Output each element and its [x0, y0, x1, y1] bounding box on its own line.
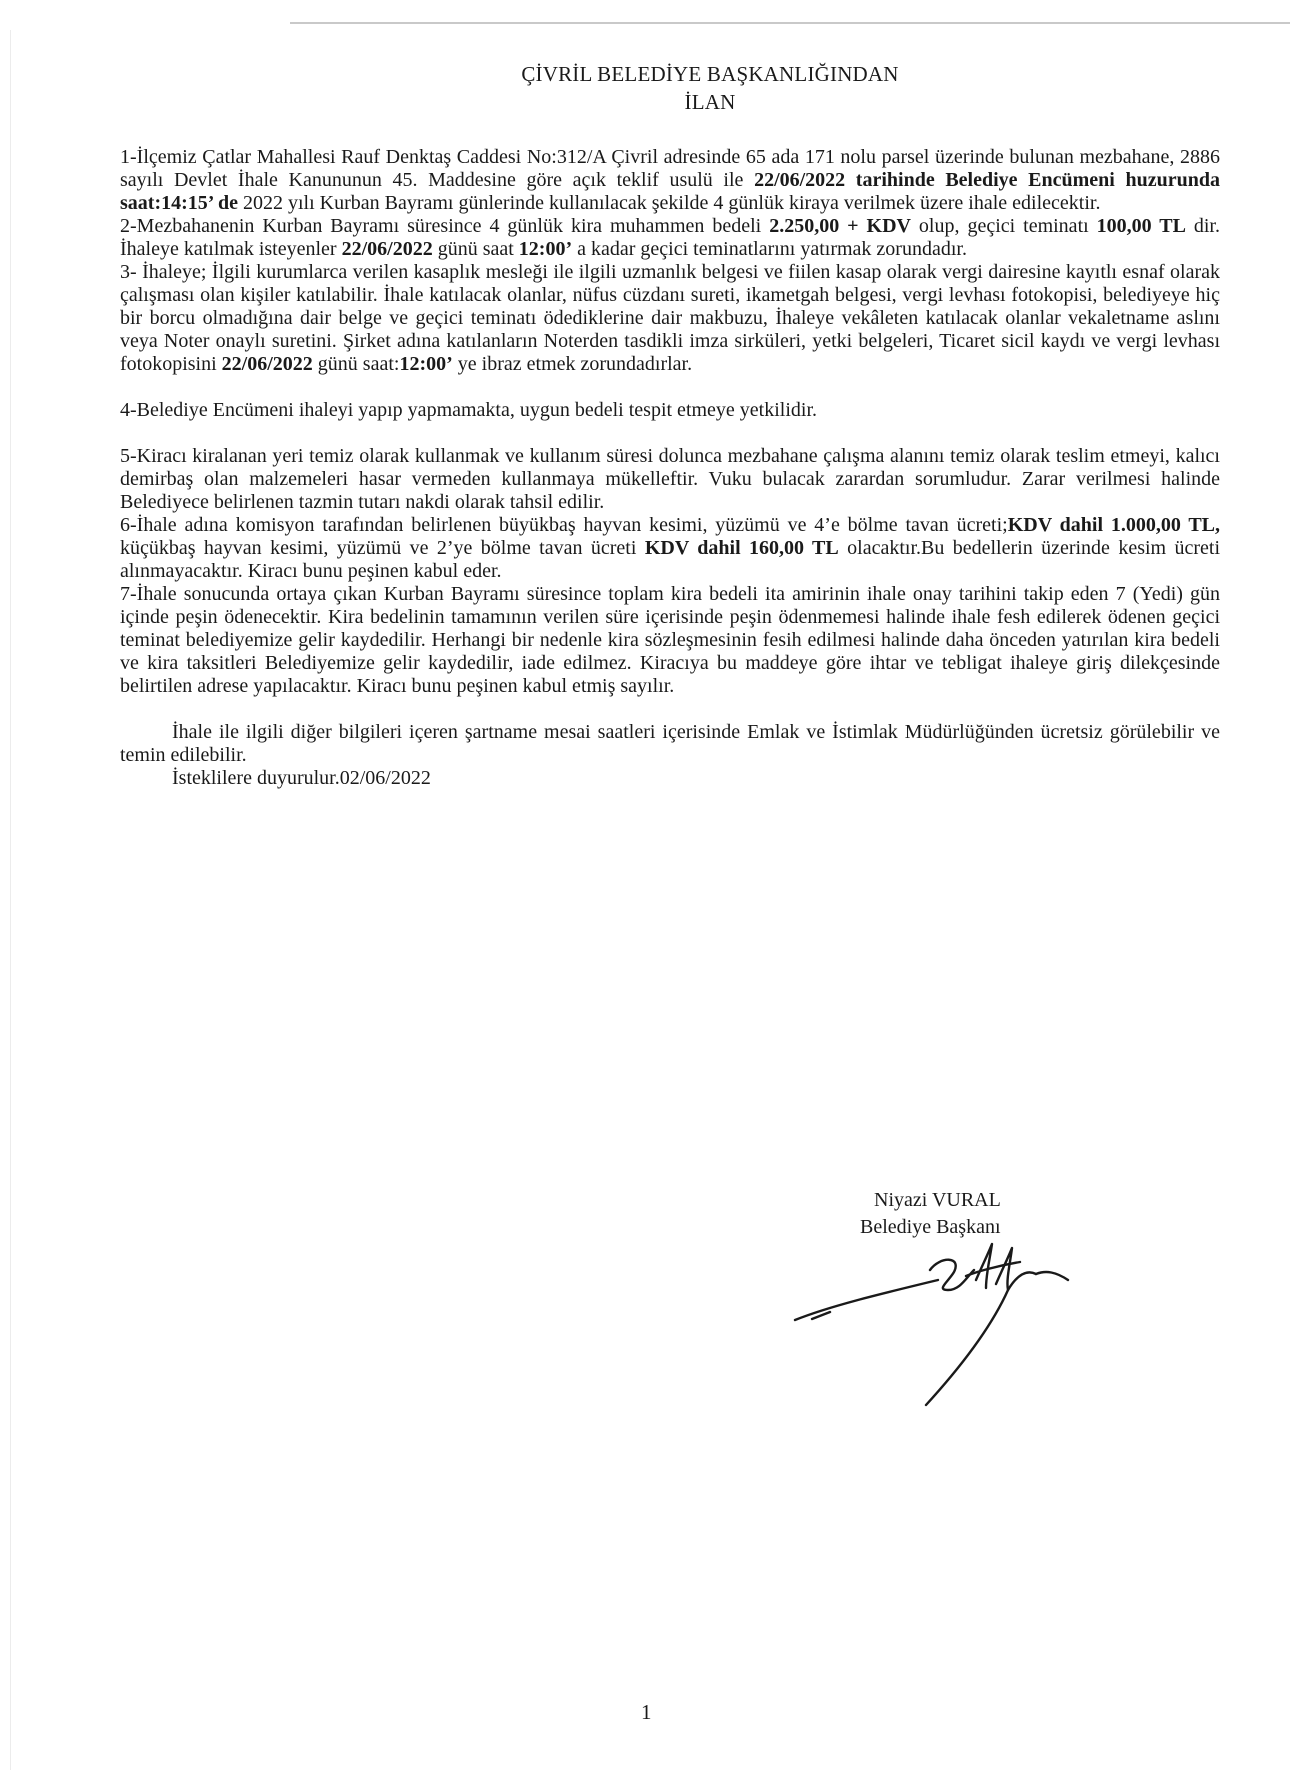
signature-stroke-rise1 [976, 1244, 992, 1288]
paragraph-5: 5-Kiracı kiralanan yeri temiz olarak kullanmak ve kullanım süresi dolunca mezbahane çalışma alanını temiz olarak teslim etmeyi, kalıcı demirbaş olan malzemeleri hasar vermeden kullanmaya mükelleftir. Vuku bulacak zarardan sorumludur. Zarar verilmesi halinde Belediyece belirlenen tazmin tutarı nakdi olarak tahsil edilir. [120, 445, 1220, 513]
document-header [200, 60, 1220, 116]
institution-title: ÇİVRİL BELEDİYE BAŞKANLIĞINDAN [521, 62, 899, 86]
signature-stroke-rise2 [996, 1248, 1036, 1290]
guarantee-amount: 100,00 TL [1096, 215, 1186, 237]
paragraph-1: 1-İlçemiz Çatlar Mahallesi Rauf Denktaş Caddesi No:312/A Çivril adresinde 65 ada 171 nolu parsel üzerinde bulunan mezbahane, 2886 sayılı Devlet İhale Kanununun 45. Maddesine göre açık teklif usulü ile 22/06/2022 tarihinde Belediye Encümeni huzurunda saat:14:15’ de 2022 yılı Kurban Bayramı günlerinde kullanılacak şekilde 4 günlük kiraya verilmek üzere ihale edilecektir. [120, 146, 1220, 214]
large-animal-fee: KDV dahil 1.000,00 TL, [1007, 514, 1221, 536]
signatory-title: Belediye Başkanı [860, 1216, 1001, 1238]
page-number: 1 [641, 1700, 652, 1724]
deadline-date: 22/06/2022 [341, 238, 433, 260]
submission-date: 22/06/2022 [221, 353, 313, 375]
closing-announcement: İsteklilere duyurulur.02/06/2022 [172, 767, 431, 789]
submission-time: 12:00’ [399, 353, 453, 375]
signature-stroke-tail [926, 1290, 1008, 1405]
paragraph-2: 2-Mezbahanenin Kurban Bayramı süresince 4 günlük kira muhammen bedeli 2.250,00 + KDV olup, geçici teminatı 100,00 TL dir. İhaleye katılmak isteyenler 22/06/2022 günü saat 12:00’ a kadar geçici teminatlarını yatırmak zorundadır. [120, 215, 1220, 260]
paragraph-4: 4-Belediye Encümeni ihaleyi yapıp yapmamakta, uygun bedeli tespit etmeye yetkilidir. [120, 399, 818, 421]
signature-stroke-lead [795, 1280, 938, 1320]
signature-block [860, 1187, 1001, 1241]
handwritten-signature [790, 1240, 1080, 1410]
announcement-title: İLAN [684, 90, 736, 114]
estimated-price: 2.250,00 + KDV [769, 215, 911, 237]
scan-left-edge [10, 30, 11, 1770]
paragraph-6: 6-İhale adına komisyon tarafından belirlenen büyükbaş hayvan kesimi, yüzümü ve 4’e bölme tavan ücreti;KDV dahil 1.000,00 TL, küçükbaş hayvan kesimi, yüzümü ve 2’ye bölme tavan ücreti KDV dahil 160,00 TL olacaktır.Bu bedellerin üzerinde kesim ücreti alınmayacaktır. Kiracı bunu peşinen kabul eder. [120, 514, 1221, 582]
tender-date-time: 22/06/2022 tarihinde Belediye Encümeni huzurunda saat:14:15’ de [120, 169, 1220, 214]
paragraph-8: İhale ile ilgili diğer bilgileri içeren şartname mesai saatleri içerisinde Emlak ve İstimlak Müdürlüğünden ücretsiz görülebilir ve temin edilebilir. [120, 721, 1220, 766]
deadline-time: 12:00’ [518, 238, 573, 260]
document-body [120, 146, 1220, 790]
paragraph-7: 7-İhale sonucunda ortaya çıkan Kurban Bayramı süresince toplam kira bedeli ita amirinin ihale onay tarihini takip eden 7 (Yedi) gün içinde peşin ödenecektir. Kira bedelinin tamamının verilen süre içerisinde peşin ödenmemesi halinde ihale fesh edilerek ödenen geçici teminat belediyemize gelir kaydedilir. Herhangi bir nedenle kira sözleşmesinin fesih edilmesi halinde daha önceden yatırılan kira bedeli ve kira taksitleri Belediyemize gelir kaydedilir, iade edilmez. Kiracıya bu maddeye göre ihtar ve tebligat ihaleye giriş dilekçesinde belirtilen adrese yapılacaktır. Kiracı bunu peşinen kabul etmiş sayılır. [120, 583, 1220, 697]
signature-stroke-end [1036, 1272, 1068, 1280]
small-animal-fee: KDV dahil 160,00 TL [644, 537, 839, 559]
signatory-name: Niyazi VURAL [874, 1189, 1001, 1211]
paragraph-3: 3- İhaleye; İlgili kurumlarca verilen kasaplık mesleği ile ilgili uzmanlık belgesi ve fiilen kasap olarak vergi dairesine kayıtlı esnaf olarak çalışması olan kişiler katılabilir. İhale katılacak olanlar, nüfus cüzdanı sureti, ikametgah belgesi, vergi levhası fotokopisi, belediyeye hiç bir borcu olmadığına dair belge ve geçici teminatı ödediklerine dair makbuzu, İhaleye vekâleten katılacak olanlar vekaletname aslını veya Noter onaylı suretini. Şirket adına katılanların Noterden tasdikli imza sirküleri, yetki belgeleri, Ticaret sicil kaydı ve vergi levhası fotokopisini 22/06/2022 günü saat:12:00’ ye ibraz etmek zorundadırlar. [120, 261, 1220, 375]
scan-top-edge [290, 22, 1290, 24]
document-page [120, 60, 1220, 790]
